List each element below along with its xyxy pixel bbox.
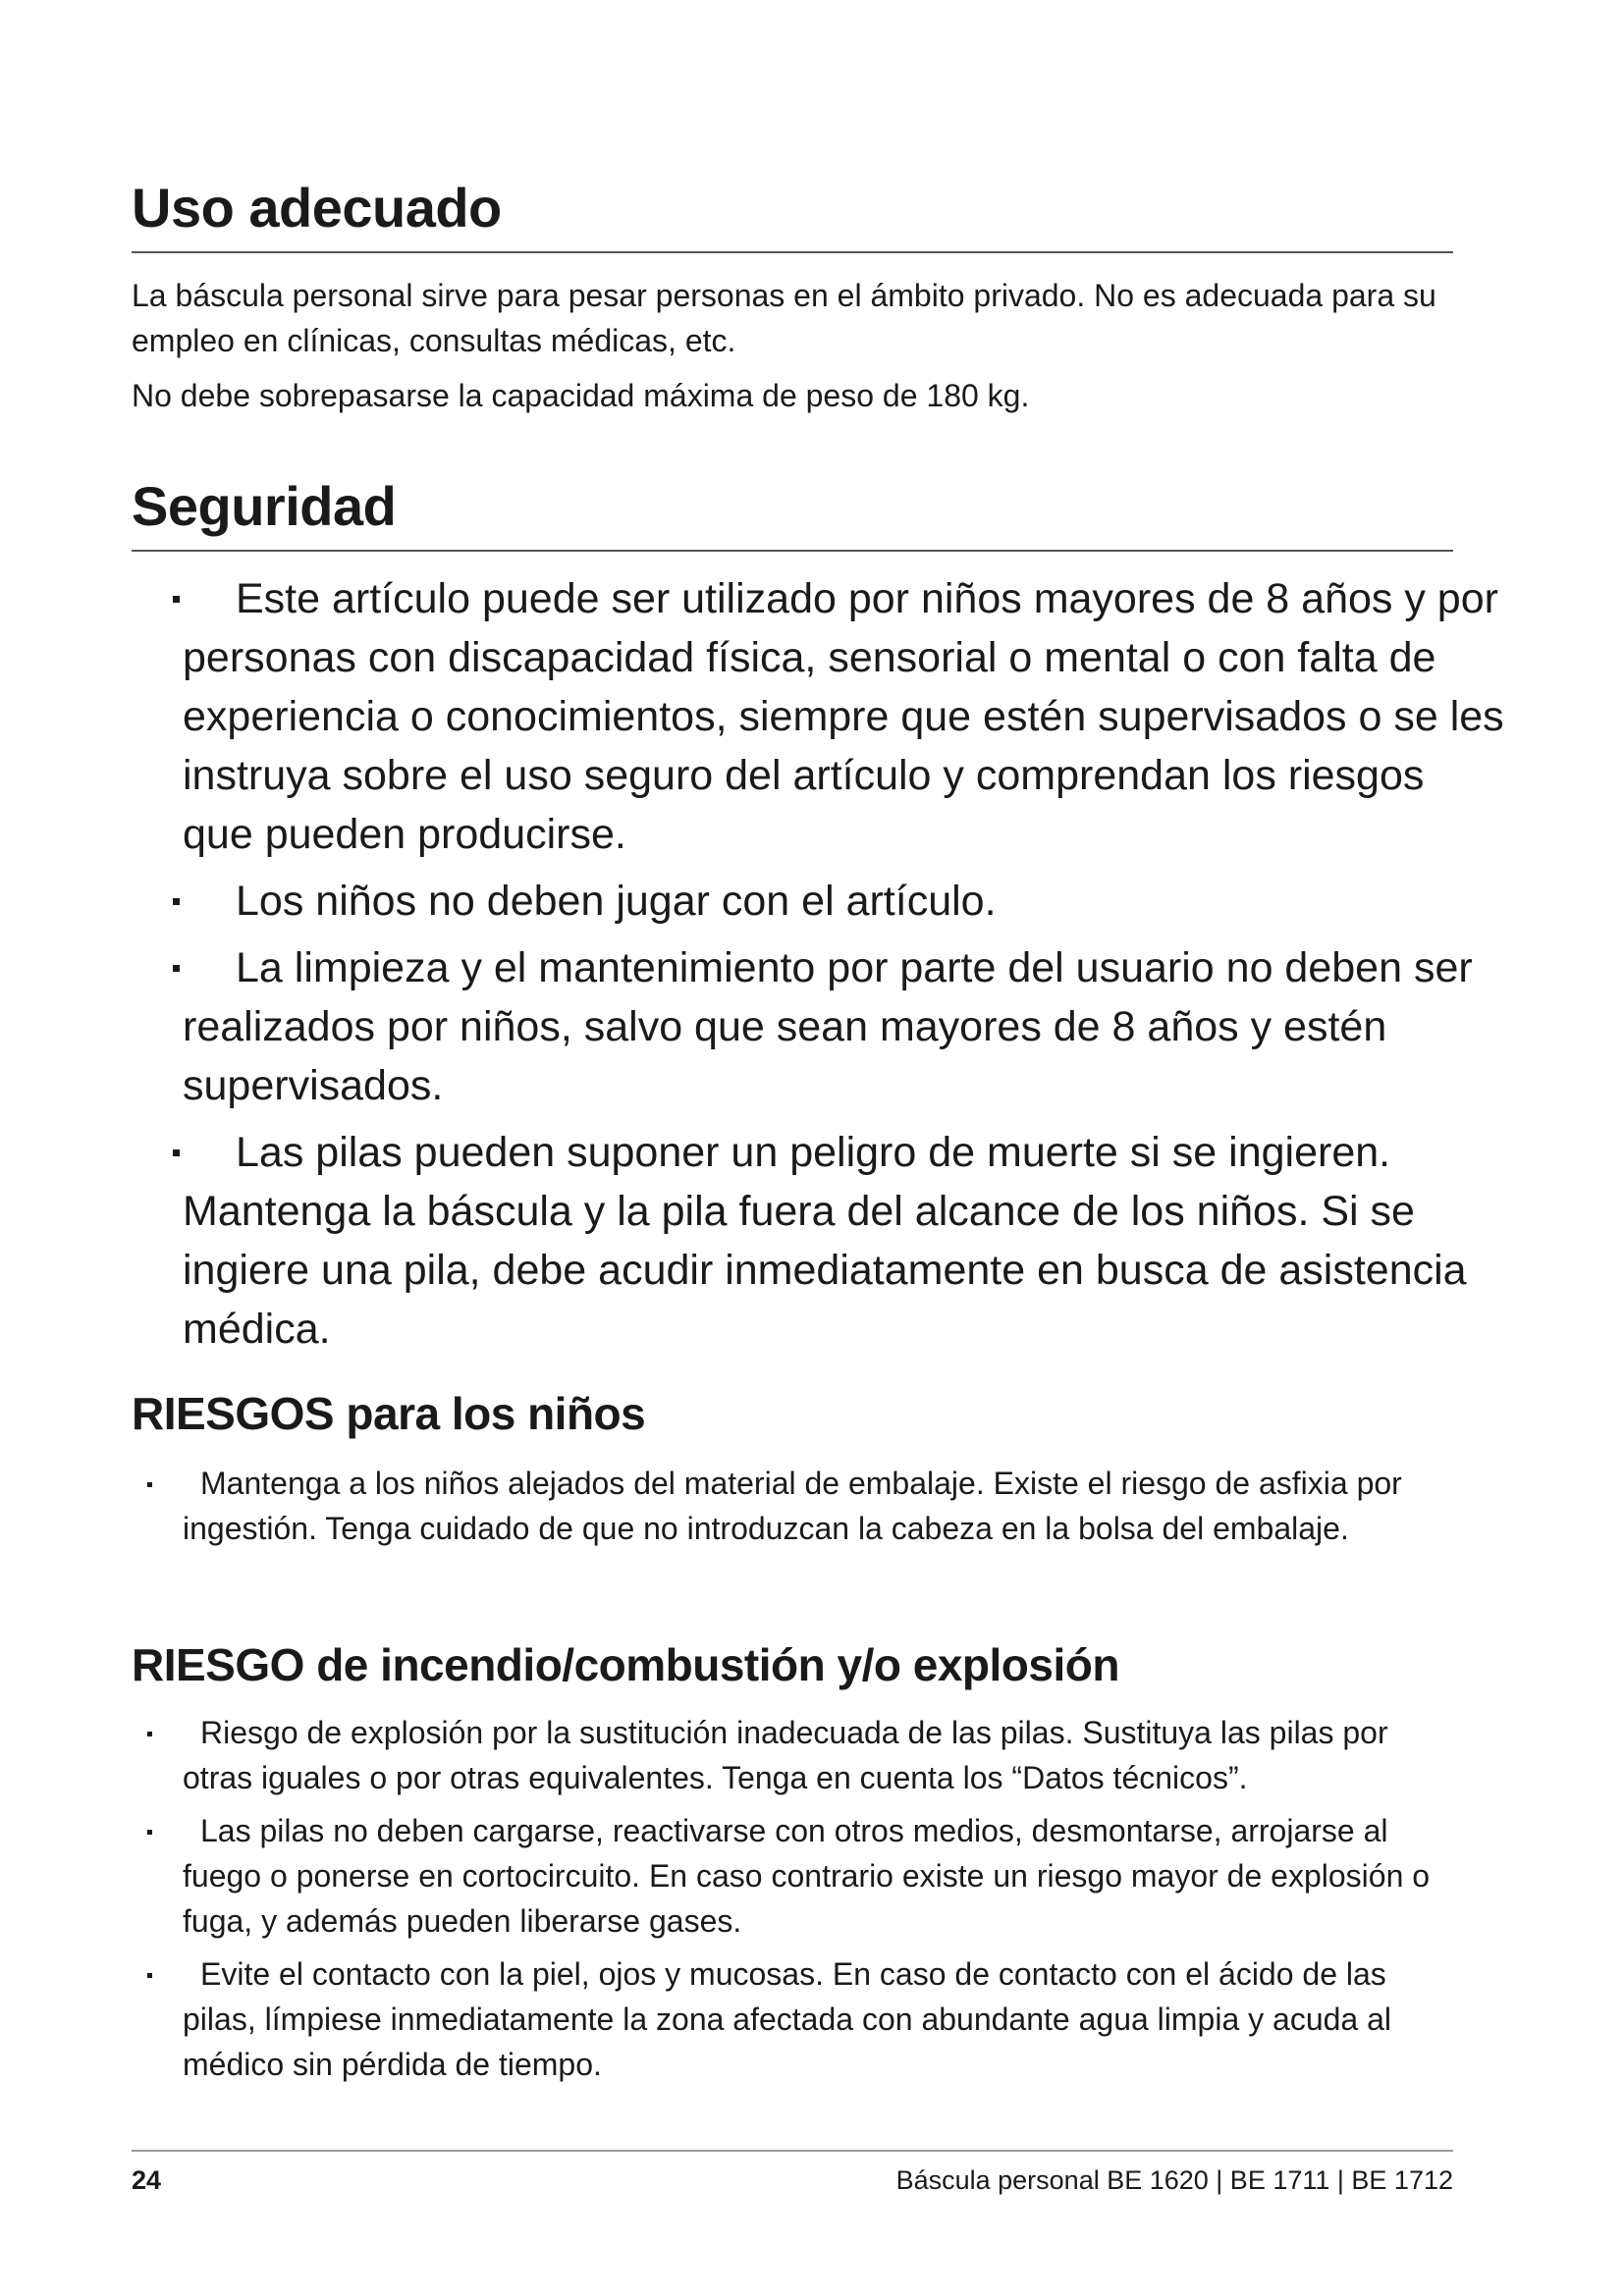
riesgos-ninos-item-1: Mantenga a los niños alejados del material de embalaje. Existe el riesgo de asfixia por ingestión. Tenga cuidado de que no introduzcan la cabeza en la bolsa del embalaje. (132, 1461, 1453, 1551)
bullet-icon (173, 1149, 180, 1156)
riesgo-incendio-list (132, 1710, 1453, 2095)
bullet-icon (147, 1830, 152, 1835)
uso-adecuado-paragraph-2: No debe sobrepasarse la capacidad máxima de peso de 180 kg. (132, 378, 1030, 413)
footer-rule (132, 2150, 1453, 2152)
riesgos-ninos-list (132, 1461, 1453, 1559)
riesgo-incendio-item-2: Las pilas no deben cargarse, reactivarse con otros medios, desmontarse, arrojarse al fuego o ponerse en cortocircuito. En caso contrario existe un riesgo mayor de explosión o fuga, y además pueden liberarse gases. (132, 1808, 1453, 1944)
seguridad-item-1: Este artículo puede ser utilizado por niños mayores de 8 años y por personas con discapacidad física, sensorial o mental o con falta de experiencia o conocimientos, siempre que estén supervisados o se les instruya sobre el uso seguro del artículo y comprendan los riesgos que pueden producirse. (132, 569, 1506, 864)
riesgo-incendio-item-3: Evite el contacto con la piel, ojos y mucosas. En caso de contacto con el ácido de las pilas, límpiese inmediatamente la zona afectada con abundante agua limpia y acuda al médico sin pérdida de tiempo. (132, 1951, 1453, 2087)
bullet-icon (147, 1973, 152, 1978)
bullet-icon (173, 596, 180, 603)
uso-adecuado-heading: Uso adecuado (132, 177, 502, 239)
seguridad-item-4: Las pilas pueden suponer un peligro de muerte si se ingieren. Mantenga la báscula y la pila fuera del alcance de los niños. Si se ingiere una pila, debe acudir inmediatamente en busca de asistencia médica. (132, 1123, 1506, 1359)
riesgo-incendio-heading: RIESGO de incendio/combustión y/o explosión (132, 1639, 1119, 1690)
bullet-icon (173, 898, 180, 905)
bullet-icon (147, 1732, 152, 1736)
bullet-icon (147, 1482, 152, 1487)
seguridad-rule (132, 550, 1453, 552)
uso-adecuado-paragraph-1: La báscula personal sirve para pesar personas en el ámbito privado. No es adecuada para su empleo en clínicas, consultas médicas, etc. (132, 278, 1436, 358)
page-number: 24 (132, 2165, 162, 2195)
seguridad-item-2: Los niños no deben jugar con el artículo. (132, 872, 1506, 931)
uso-adecuado-rule (132, 251, 1453, 253)
seguridad-list (132, 569, 1506, 1366)
footer-product-title: Báscula personal BE 1620 | BE 1711 | BE 1712 (895, 2165, 1453, 2195)
seguridad-heading: Seguridad (132, 475, 397, 537)
riesgos-ninos-heading: RIESGOS para los niños (132, 1388, 646, 1439)
bullet-icon (173, 965, 180, 972)
document-page (132, 0, 1504, 2296)
seguridad-item-3: La limpieza y el mantenimiento por parte del usuario no deben ser realizados por niños, salvo que sean mayores de 8 años y estén supervisados. (132, 938, 1506, 1115)
riesgo-incendio-item-1: Riesgo de explosión por la sustitución inadecuada de las pilas. Sustituya las pilas por otras iguales o por otras equivalentes. Tenga en cuenta los “Datos técnicos”. (132, 1710, 1453, 1800)
